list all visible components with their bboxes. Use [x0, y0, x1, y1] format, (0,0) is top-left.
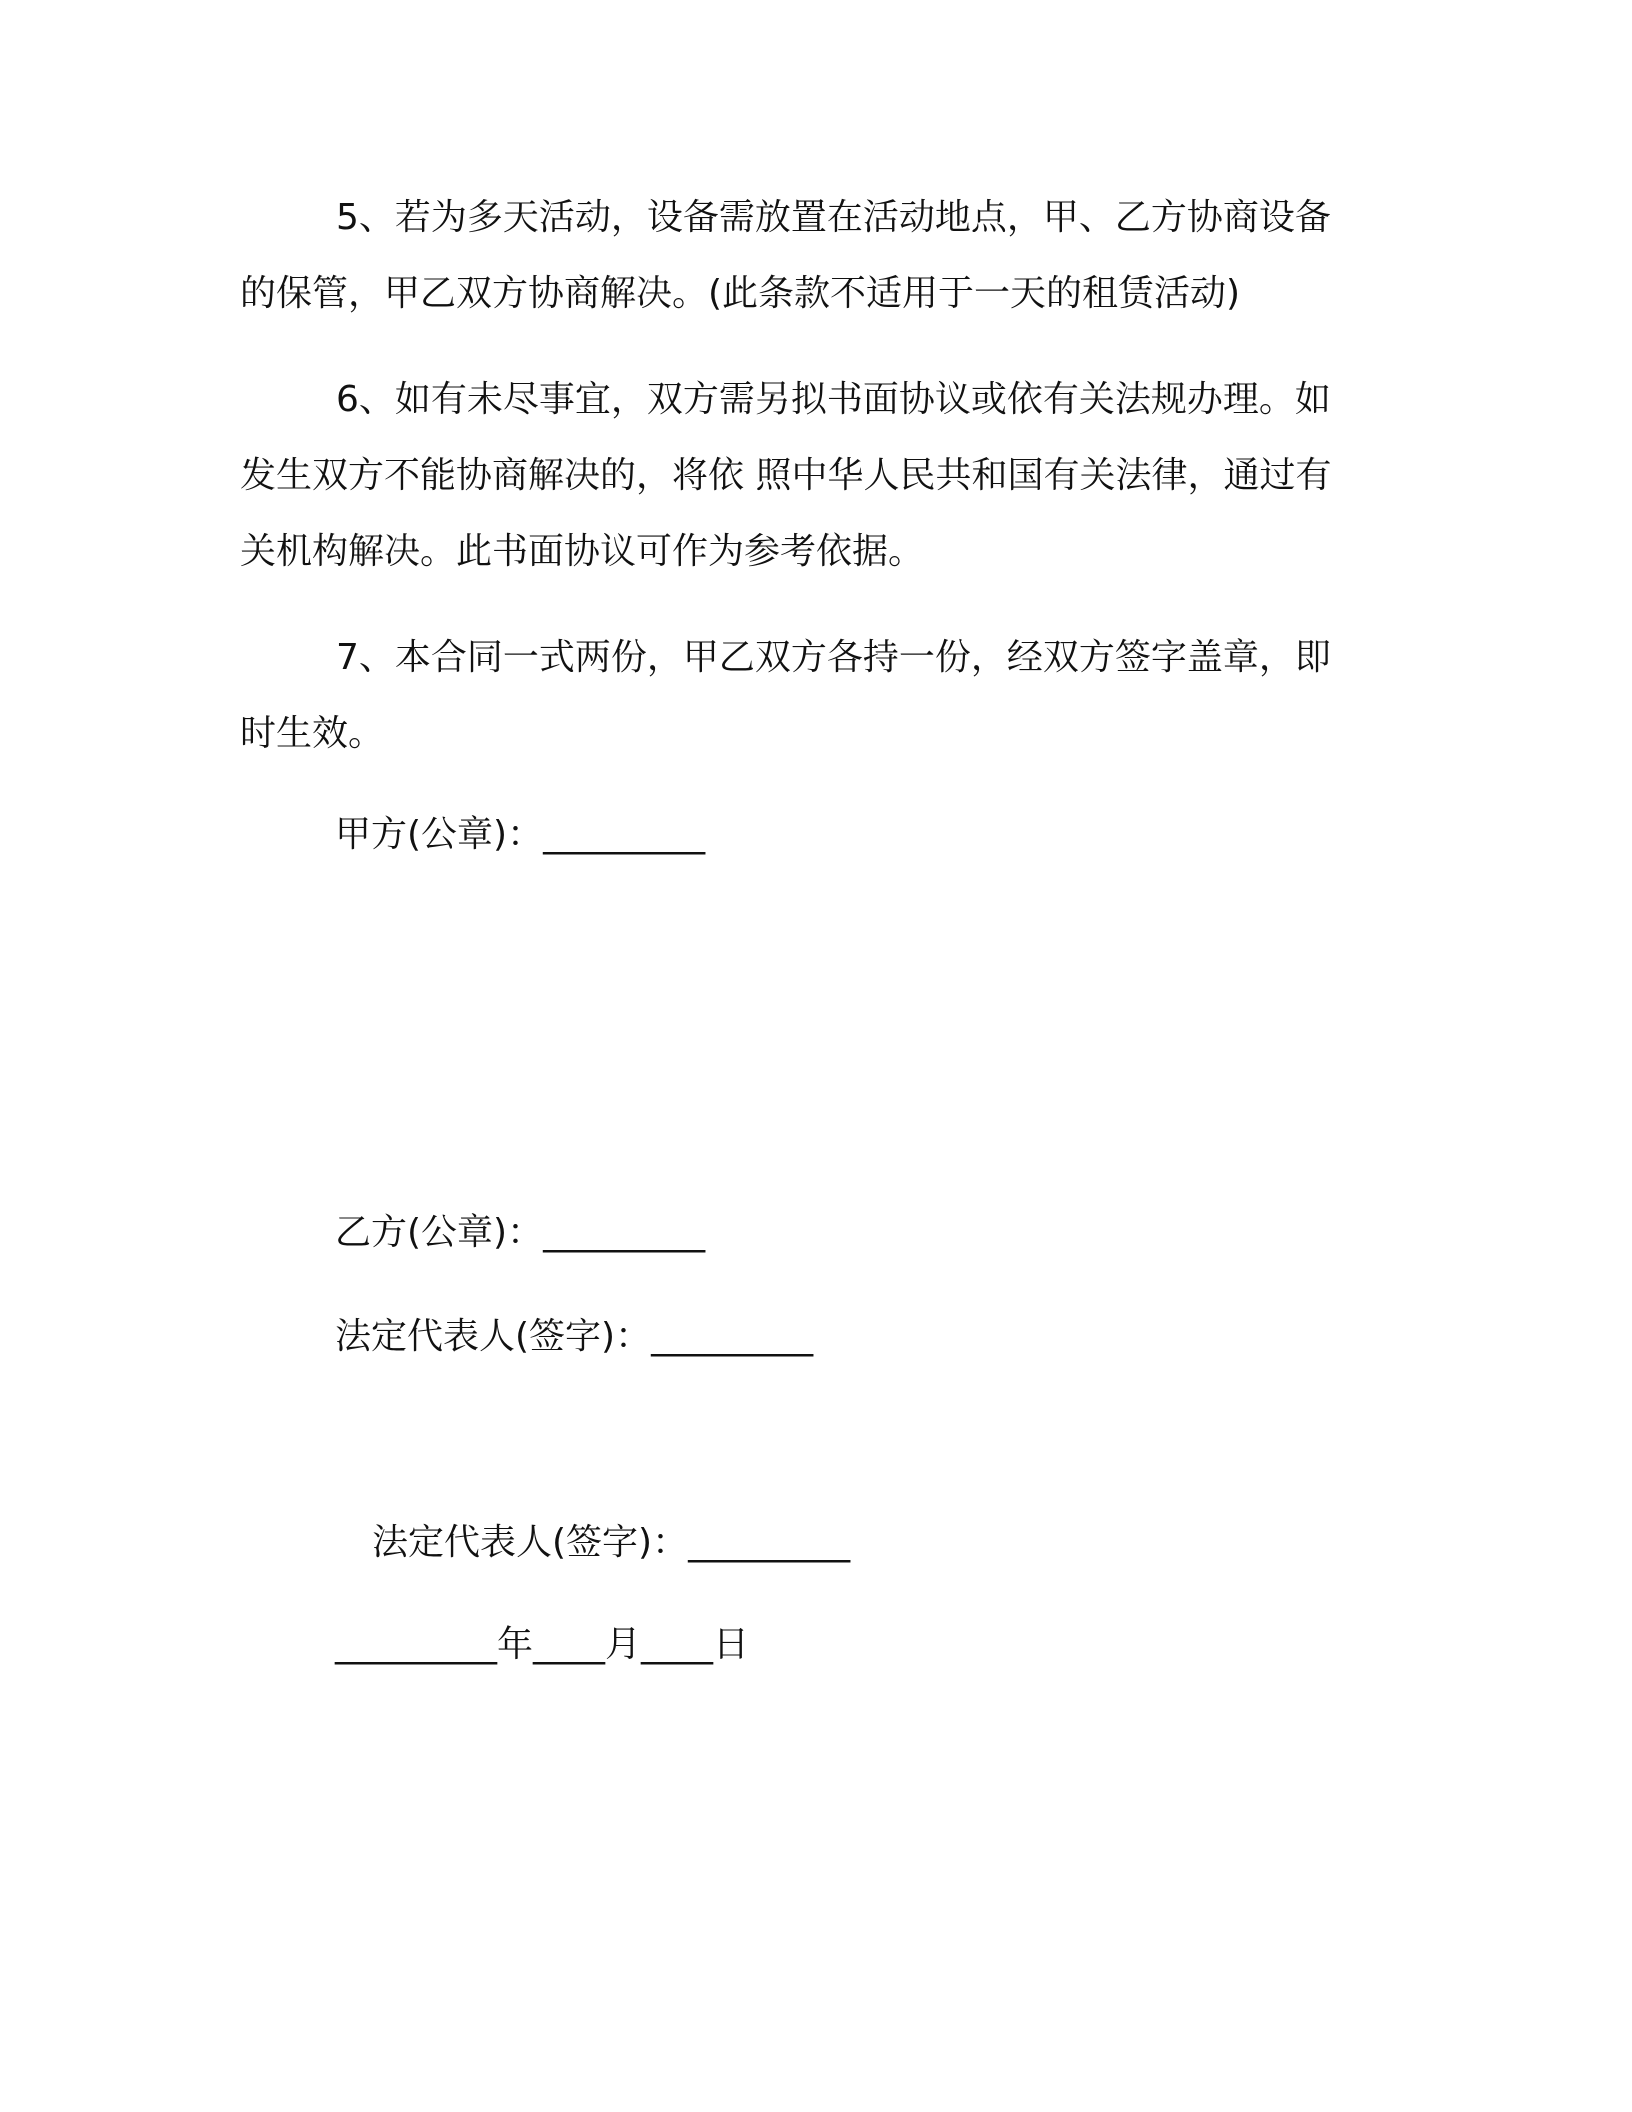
date-line: _________年____月____日 — [335, 1624, 749, 1665]
clause-6: 6、如有未尽事宜，双方需另拟书面协议或依有关法规办理。如发生双方不能协商解决的，将依 照中华人民共和国有关法律，通过有关机构解决。此书面协议可作为参考依据。 — [240, 379, 1332, 572]
clause-7: 7、本合同一式两份，甲乙双方各持一份，经双方签字盖章，即时生效。 — [240, 637, 1331, 754]
party-b-seal-line: 乙方(公章)：_________ — [335, 1212, 706, 1253]
party-a-seal-line: 甲方(公章)：_________ — [335, 814, 706, 855]
legal-rep-signature-line-1: 法定代表人(签字)：_________ — [335, 1316, 814, 1357]
legal-rep-signature-line-2: 法定代表人(签字)：_________ — [372, 1522, 851, 1563]
clause-5: 5、若为多天活动，设备需放置在活动地点，甲、乙方协商设备的保管，甲乙双方协商解决。(此条款不适用于一天的租赁活动) — [240, 197, 1331, 314]
